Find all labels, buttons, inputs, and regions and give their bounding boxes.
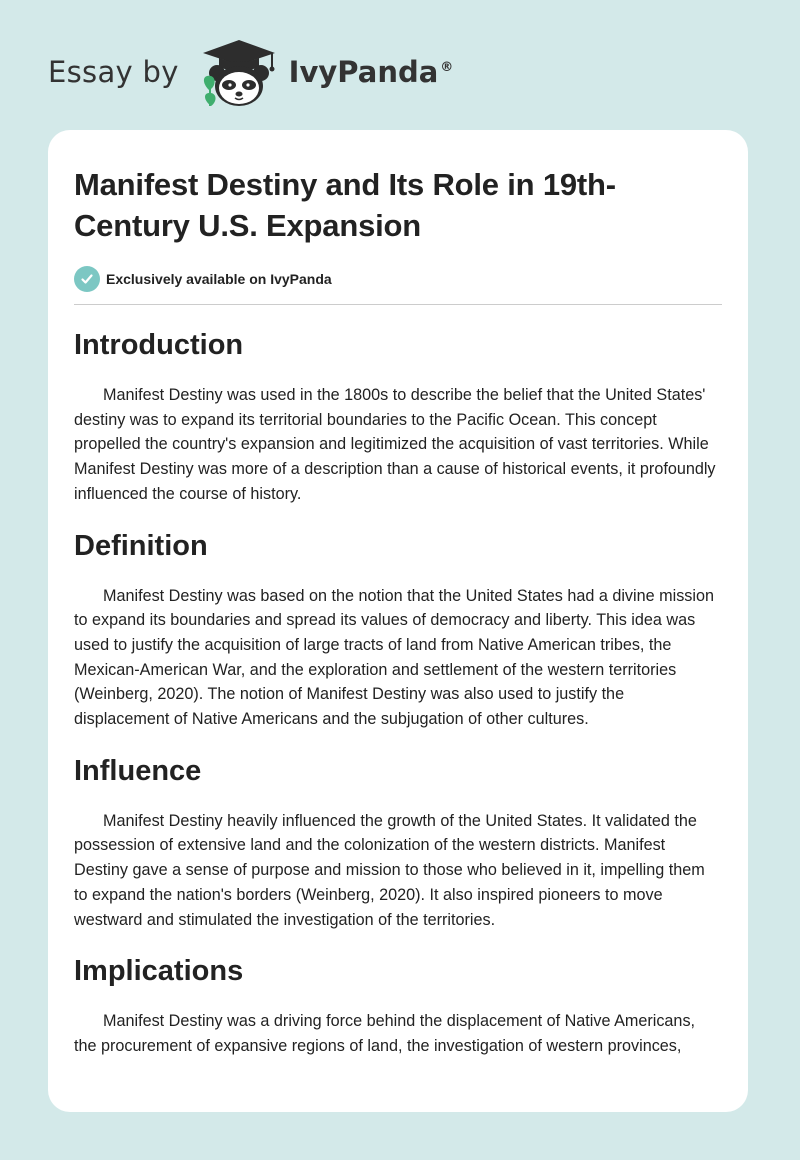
exclusive-badge [74, 266, 722, 292]
section-paragraph: Manifest Destiny was used in the 1800s to describe the belief that the United States' destiny was to expand its territorial boundaries to the Pacific Ocean. This concept propelled the country's expansion and legitimized the acquisition of vast territories. While Manifest Destiny was more of a description than a cause of historical events, it profoundly influenced the course of history. [74, 386, 716, 503]
title-divider [74, 304, 722, 305]
panda-logo-icon[interactable] [195, 36, 283, 108]
brand-prefix: Essay by [48, 55, 179, 89]
section-heading: Introduction [74, 329, 244, 361]
site-header [48, 36, 453, 108]
section-definition [74, 528, 722, 732]
section-paragraph: Manifest Destiny heavily influenced the growth of the United States. It validated the possession of extensive land and the colonization of the western districts. Manifest Destiny gave a sense of purpose and mission to those who believed in it, impelling them to expand the nation's borders (Weinberg, 2020). It also inspired pioneers to move westward and stimulated the investigation of the territories. [74, 811, 705, 929]
section-heading: Influence [74, 754, 202, 787]
section-heading: Definition [74, 529, 208, 562]
brand-name: IvyPanda ® [288, 55, 454, 89]
check-circle-icon [74, 266, 100, 292]
section-heading: Implications [74, 955, 244, 988]
essay-title: Manifest Destiny and Its Role in 19th-Century U.S. Expansion [74, 167, 616, 243]
section-influence [74, 753, 722, 933]
registered-mark: ® [440, 60, 454, 76]
section-paragraph: Manifest Destiny was based on the notion that the United States had a divine mission to expand its boundaries and spread its values of democracy and liberty. This idea was used to justify the acquisition of large tracts of land from Native American tribes, the Mexican-American War, and the exploration and settlement of the western territories (Weinberg, 2020). The notion of Manifest Destiny was also used to justify the displacement of Native Americans and the subjugation of other cultures. [74, 586, 714, 729]
essay-card [48, 130, 748, 1112]
section-introduction [74, 327, 722, 507]
section-implications [74, 953, 722, 1058]
exclusive-badge-label: Exclusively available on IvyPanda [106, 271, 332, 287]
section-paragraph: Manifest Destiny was a driving force behind the displacement of Native Americans, the procurement of expansive regions of land, the investigation of western provinces, [74, 1012, 696, 1055]
